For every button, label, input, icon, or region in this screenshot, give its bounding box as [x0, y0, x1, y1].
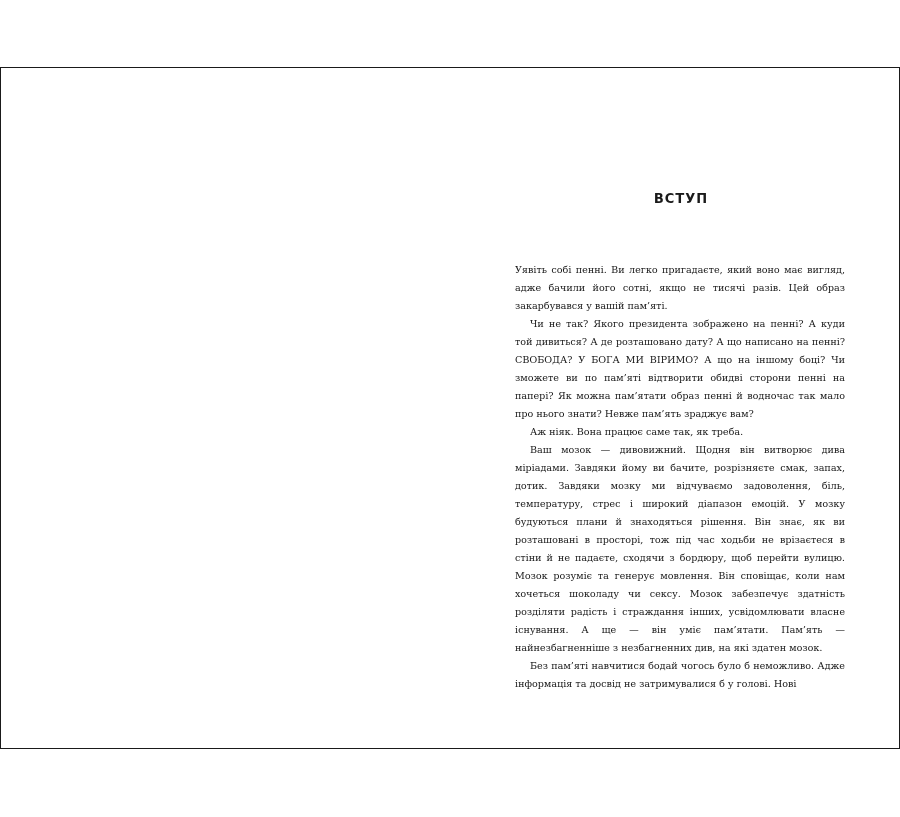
left-page [1, 68, 450, 748]
body-text [515, 262, 845, 694]
paragraph: Чи не так? Якого президента зображено на пенні? А куди той дивиться? А де розташовано дату? А що написано на пенні? СВОБОДА? У БОГА МИ ВІРИМО? А що на іншому боці? Чи зможете ви по пам’яті відтворити обидві сторони пенні на папері? Як можна пам’ятати образ пенні й водночас так мало про нього знати? Невже пам’ять зраджує вам? [515, 319, 845, 420]
book-spread [0, 67, 900, 749]
right-page [450, 68, 899, 748]
paragraph: Уявіть собі пенні. Ви легко пригадаєте, який воно має вигляд, адже бачили його сотні, якщо не тисячі разів. Цей образ закарбувався у вашій пам’яті. [515, 265, 845, 312]
paragraph: Аж ніяк. Вона працює саме так, як треба. [530, 427, 744, 438]
paragraph: Без пам’яті навчитися бодай чогось було б неможливо. Адже інформація та досвід не затримувалися б у голові. Нові [515, 661, 845, 690]
chapter-title: ВСТУП [653, 192, 709, 207]
paragraph: Ваш мозок — дивовижний. Щодня він витворює дива міріадами. Завдяки йому ви бачите, розрізняєте смак, запах, дотик. Завдяки мозку ми відчуваємо задоволення, біль, температуру, стрес і широкий діапазон емоцій. У мозку будуються плани й знаходяться рішення. Він знає, як ви розташовані в просторі, тож під час ходьби не врізаєтеся в стіни й не падаєте, сходячи з бордюру, щоб перейти вулицю. Мозок розуміє та генерує мовлення. Він сповіщає, коли нам хочеться шоколаду чи сексу. Мозок забезпечує здатність розділяти радість і страждання інших, усвідомлювати власне існування. А ще — він уміє пам’ятати. Пам’ять — найнезбагненніше з незбагненних див, на які здатен мозок. [515, 445, 845, 654]
